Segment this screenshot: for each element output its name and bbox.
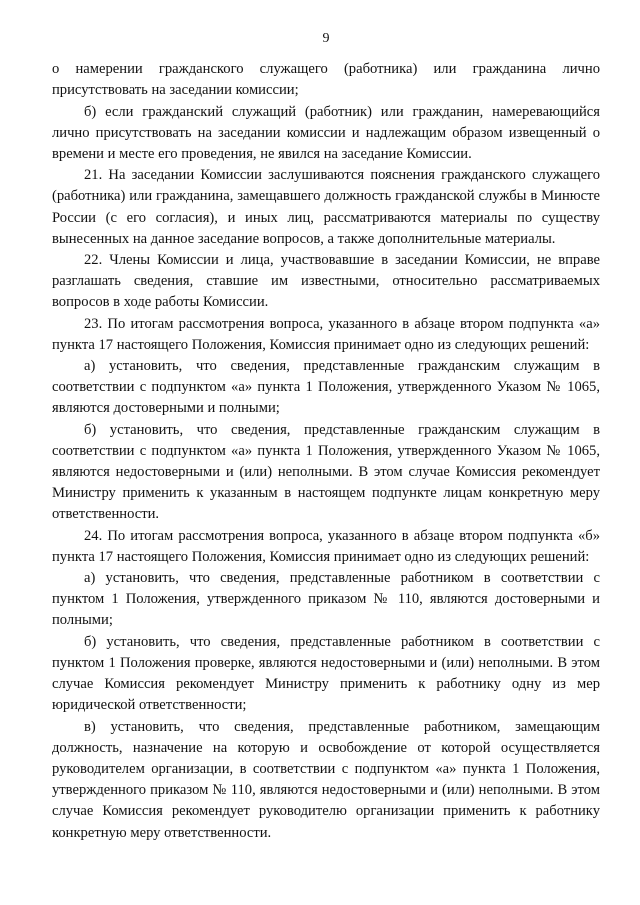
document-page bbox=[52, 28, 600, 844]
paragraph-24v: в) установить, что сведения, представленные работником, замещающим должность, назначение на которую и освобождение от которой осуществляется руководителем организации, в соответствии с подпунктом «а» пункта 1 Положения, утвержденного приказом № 110, являются недостоверными и (или) неполными. В этом случае Комиссия рекомендует руководителю организации применить к работнику конкретную меру ответственности. bbox=[52, 718, 600, 841]
paragraph-21: 21. На заседании Комиссии заслушиваются пояснения гражданского служащего (работника) или гражданина, замещавшего должность гражданской службы в Минюсте России (с его согласия), и иных лиц, рассматриваются материалы по существу вынесенных на данное заседание вопросов, а также дополнительные материалы. bbox=[52, 167, 600, 247]
paragraph-continuation: о намерении гражданского служащего (работника) или гражданина лично присутствовать на заседании комиссии; bbox=[52, 61, 600, 99]
paragraph-23a: а) установить, что сведения, представленные гражданским служащим в соответствии с подпунктом «а» пункта 1 Положения, утвержденного Указом № 1065, являются достоверными и полными; bbox=[52, 358, 600, 417]
paragraph-22: 22. Члены Комиссии и лица, участвовавшие в заседании Комиссии, не вправе разглашать сведения, ставшие им известными, относительно рассматриваемых вопросов в ходе работы Комиссии. bbox=[52, 252, 600, 311]
paragraph-23b: б) установить, что сведения, представленные гражданским служащим в соответствии с подпунктом «а» пункта 1 Положения, утвержденного Указом № 1065, являются недостоверными и (или) неполными. В этом случае Комиссия рекомендует Министру применить к указанным в настоящем подпункте лицам конкретную меру ответственности. bbox=[52, 421, 600, 523]
paragraph-24: 24. По итогам рассмотрения вопроса, указанного в абзаце втором подпункта «б» пункта 17 настоящего Положения, Комиссия принимает одно из следующих решений: bbox=[52, 527, 600, 565]
paragraph-24b: б) установить, что сведения, представленные работником в соответствии с пунктом 1 Положения проверке, являются недостоверными и (или) неполными. В этом случае Комиссия рекомендует Министру применить к работнику одну из мер юридической ответственности; bbox=[52, 633, 600, 714]
page-number: 9 bbox=[322, 31, 330, 46]
paragraph-23: 23. По итогам рассмотрения вопроса, указанного в абзаце втором подпункта «а» пункта 17 настоящего Положения, Комиссия принимает одно из следующих решений: bbox=[52, 315, 600, 353]
paragraph-20b: б) если гражданский служащий (работник) или гражданин, намеревающийся лично присутствовать на заседании комиссии и надлежащим образом извещенный о времени и месте его проведения, не явился на заседание Комиссии. bbox=[52, 103, 600, 163]
paragraph-24a: а) установить, что сведения, представленные работником в соответствии с пунктом 1 Положения, утвержденного приказом № 110, являются достоверными и полными; bbox=[52, 570, 600, 629]
